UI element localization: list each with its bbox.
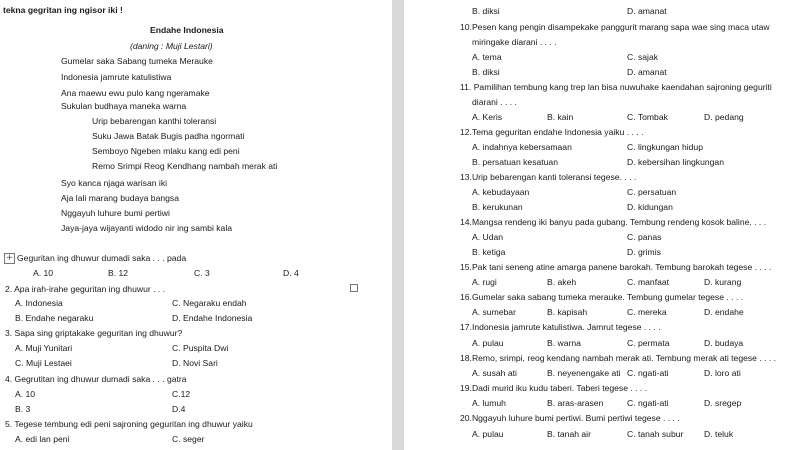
option: D. Endahe Indonesia <box>172 313 253 323</box>
option: A. Muji Yunitari <box>15 343 73 353</box>
add-row-icon[interactable]: + <box>5 253 14 263</box>
poem-line: Sukulan budhaya maneka warna <box>61 101 187 111</box>
question-text: 14.Mangsa rendeng iki banyu pada gubang. Tembung rendeng kosok baline. . . . <box>460 217 767 227</box>
left-page <box>0 0 392 450</box>
poem-line: Nggayuh luhure bumi pertiwi <box>61 208 170 218</box>
option: D. Novi Sari <box>172 358 218 368</box>
poem-line: Semboyo Ngeben mlaku kang edi peni <box>92 146 240 156</box>
option: C. ngati-ati <box>627 368 669 378</box>
question-text: 19.Dadi murid iku kudu taberi. Taberi tegese . . . . <box>460 383 648 393</box>
option: A. lumuh <box>472 398 506 408</box>
option: D. amanat <box>627 6 667 16</box>
option: B. kerukunan <box>472 202 523 212</box>
poem-line: Syo kanca njaga warisan iki <box>61 178 168 188</box>
option: B. tanah air <box>547 429 591 439</box>
option: D. endahe <box>704 307 744 317</box>
option: C. Negaraku endah <box>172 298 247 308</box>
option: A. indahnya kebersamaan <box>472 142 572 152</box>
option: B. ketiga <box>472 247 506 257</box>
option: C. panas <box>627 232 662 242</box>
option: C. permata <box>627 338 670 348</box>
option: A. 10 <box>33 268 54 278</box>
poem-line: Urip bebarengan kanthi toleransi <box>92 116 217 126</box>
option: C. Tombak <box>627 112 668 122</box>
option: C. 3 <box>194 268 210 278</box>
option: A. Udan <box>472 232 504 242</box>
option: D. kidungan <box>627 202 673 212</box>
option: C. ngati-ati <box>627 398 669 408</box>
option: A. Keris <box>472 112 503 122</box>
question-text: 12.Tema geguritan endahe Indonesia yaiku . . . . <box>460 127 644 137</box>
question-text: 4. Gegrutitan ing dhuwur dumadi saka . . . gatra <box>5 374 187 384</box>
option: C. lingkungan hidup <box>627 142 703 152</box>
option: A. kebudayaan <box>472 187 530 197</box>
option: B. kapisah <box>547 307 588 317</box>
option: B. diksi <box>472 67 500 77</box>
question-text: 10.Pesen kang pengin disampekake panggurit marang sapa wae sing maca utaw <box>460 22 770 32</box>
option: C. manfaat <box>627 277 670 287</box>
option: B. aras-arasen <box>547 398 604 408</box>
option: B. warna <box>547 338 581 348</box>
option: D. sregep <box>704 398 742 408</box>
poem-author: (daning : Muji Lestari) <box>130 41 213 51</box>
option: A. pulau <box>472 338 504 348</box>
right-page <box>404 0 800 450</box>
poem-title: Endahe Indonesia <box>150 25 224 35</box>
option: B. Endahe negaraku <box>15 313 94 323</box>
question-text: 20.Nggayuh luhure bumi pertiwi. Bumi pertiwi tegese . . . . <box>460 413 680 423</box>
option: B. 3 <box>15 404 31 414</box>
option: C. Puspita Dwi <box>172 343 229 353</box>
option: D. kurang <box>704 277 742 287</box>
option: A. sumebar <box>472 307 516 317</box>
question-text: 18.Remo, srimpi, reog kendang nambah merak ati. Tembung merak ati tegese . . . . <box>460 353 777 363</box>
option: D. 4 <box>283 268 299 278</box>
option: D.4 <box>172 404 186 414</box>
poem-line: Ana maewu ewu pulo kang ngeramake <box>61 88 210 98</box>
option: C. persatuan <box>627 187 677 197</box>
option: A. Indonesia <box>15 298 63 308</box>
question-text: Geguritan ing dhuwur dumadi saka . . . pada <box>17 253 187 263</box>
poem-line: Remo Srimpi Reog Kendhang nambah merak ati <box>92 161 278 171</box>
question-text: 17.Indonesia jamrute katulistiwa. Jamrut tegese . . . . <box>460 322 661 332</box>
option: B. diksi <box>472 6 500 16</box>
question-text: 5. Tegese tembung edi peni sajroning geguritan ing dhuwur yaiku <box>5 419 253 429</box>
intro-text: tekna gegritan ing ngisor iki ! <box>3 5 123 15</box>
option: D. loro ati <box>704 368 741 378</box>
question-text: miringake diarani . . . . <box>472 37 557 47</box>
option: D. amanat <box>627 67 667 77</box>
question-text: 3. Sapa sing griptakake geguritan ing dhuwur? <box>5 328 183 338</box>
option: A. rugi <box>472 277 497 287</box>
poem-line: Gumelar saka Sabang tumeka Merauke <box>61 56 213 66</box>
option: B. persatuan kesatuan <box>472 157 558 167</box>
option: D. pedang <box>704 112 744 122</box>
question-text: 15.Pak tani seneng atine amarga panene barokah. Tembung barokah tegese . . . . <box>460 262 772 272</box>
option: C. mereka <box>627 307 667 317</box>
option: D. budaya <box>704 338 744 348</box>
option: D. teluk <box>704 429 734 439</box>
option: A. edi lan peni <box>15 434 70 444</box>
option: D. kebersihan lingkungan <box>627 157 724 167</box>
option: C. Muji Lestaei <box>15 358 72 368</box>
option: A. 10 <box>15 389 36 399</box>
poem-line: Suku Jawa Batak Bugis padha ngormati <box>92 131 245 141</box>
question-text: 11. Pamilihan tembung kang trep lan bisa nuwuhake kaendahan sajroning geguriti <box>460 82 772 92</box>
option: B. neyenengake ati <box>547 368 621 378</box>
poem-line: Jaya-jaya wijayanti widodo nir ing sambi kala <box>61 223 233 233</box>
option: C. sajak <box>627 52 659 62</box>
option: C. seger <box>172 434 205 444</box>
option: B. kain <box>547 112 574 122</box>
option: C. tanah subur <box>627 429 684 439</box>
option: C.12 <box>172 389 191 399</box>
question-text: 16.Gumelar saka sabang tumeka merauke. Tembung gumelar tegese . . . . <box>460 292 744 302</box>
question-text: 13.Urip bebarengan kanti toleransi tegese. . . . <box>460 172 637 182</box>
question-text: 2. Apa irah-irahe geguritan ing dhuwur . . . <box>5 284 166 294</box>
checkbox-icon[interactable] <box>350 284 358 292</box>
option: D. grimis <box>627 247 661 257</box>
option: A. susah ati <box>472 368 517 378</box>
option: A. pulau <box>472 429 504 439</box>
poem-line: Aja lali marang budaya bangsa <box>61 193 180 203</box>
option: B. akeh <box>547 277 577 287</box>
question-text: diarani . . . . <box>472 97 517 107</box>
option: A. tema <box>472 52 502 62</box>
poem-line: Indonesia jamrute katulistiwa <box>61 72 172 82</box>
option: B. 12 <box>108 268 129 278</box>
